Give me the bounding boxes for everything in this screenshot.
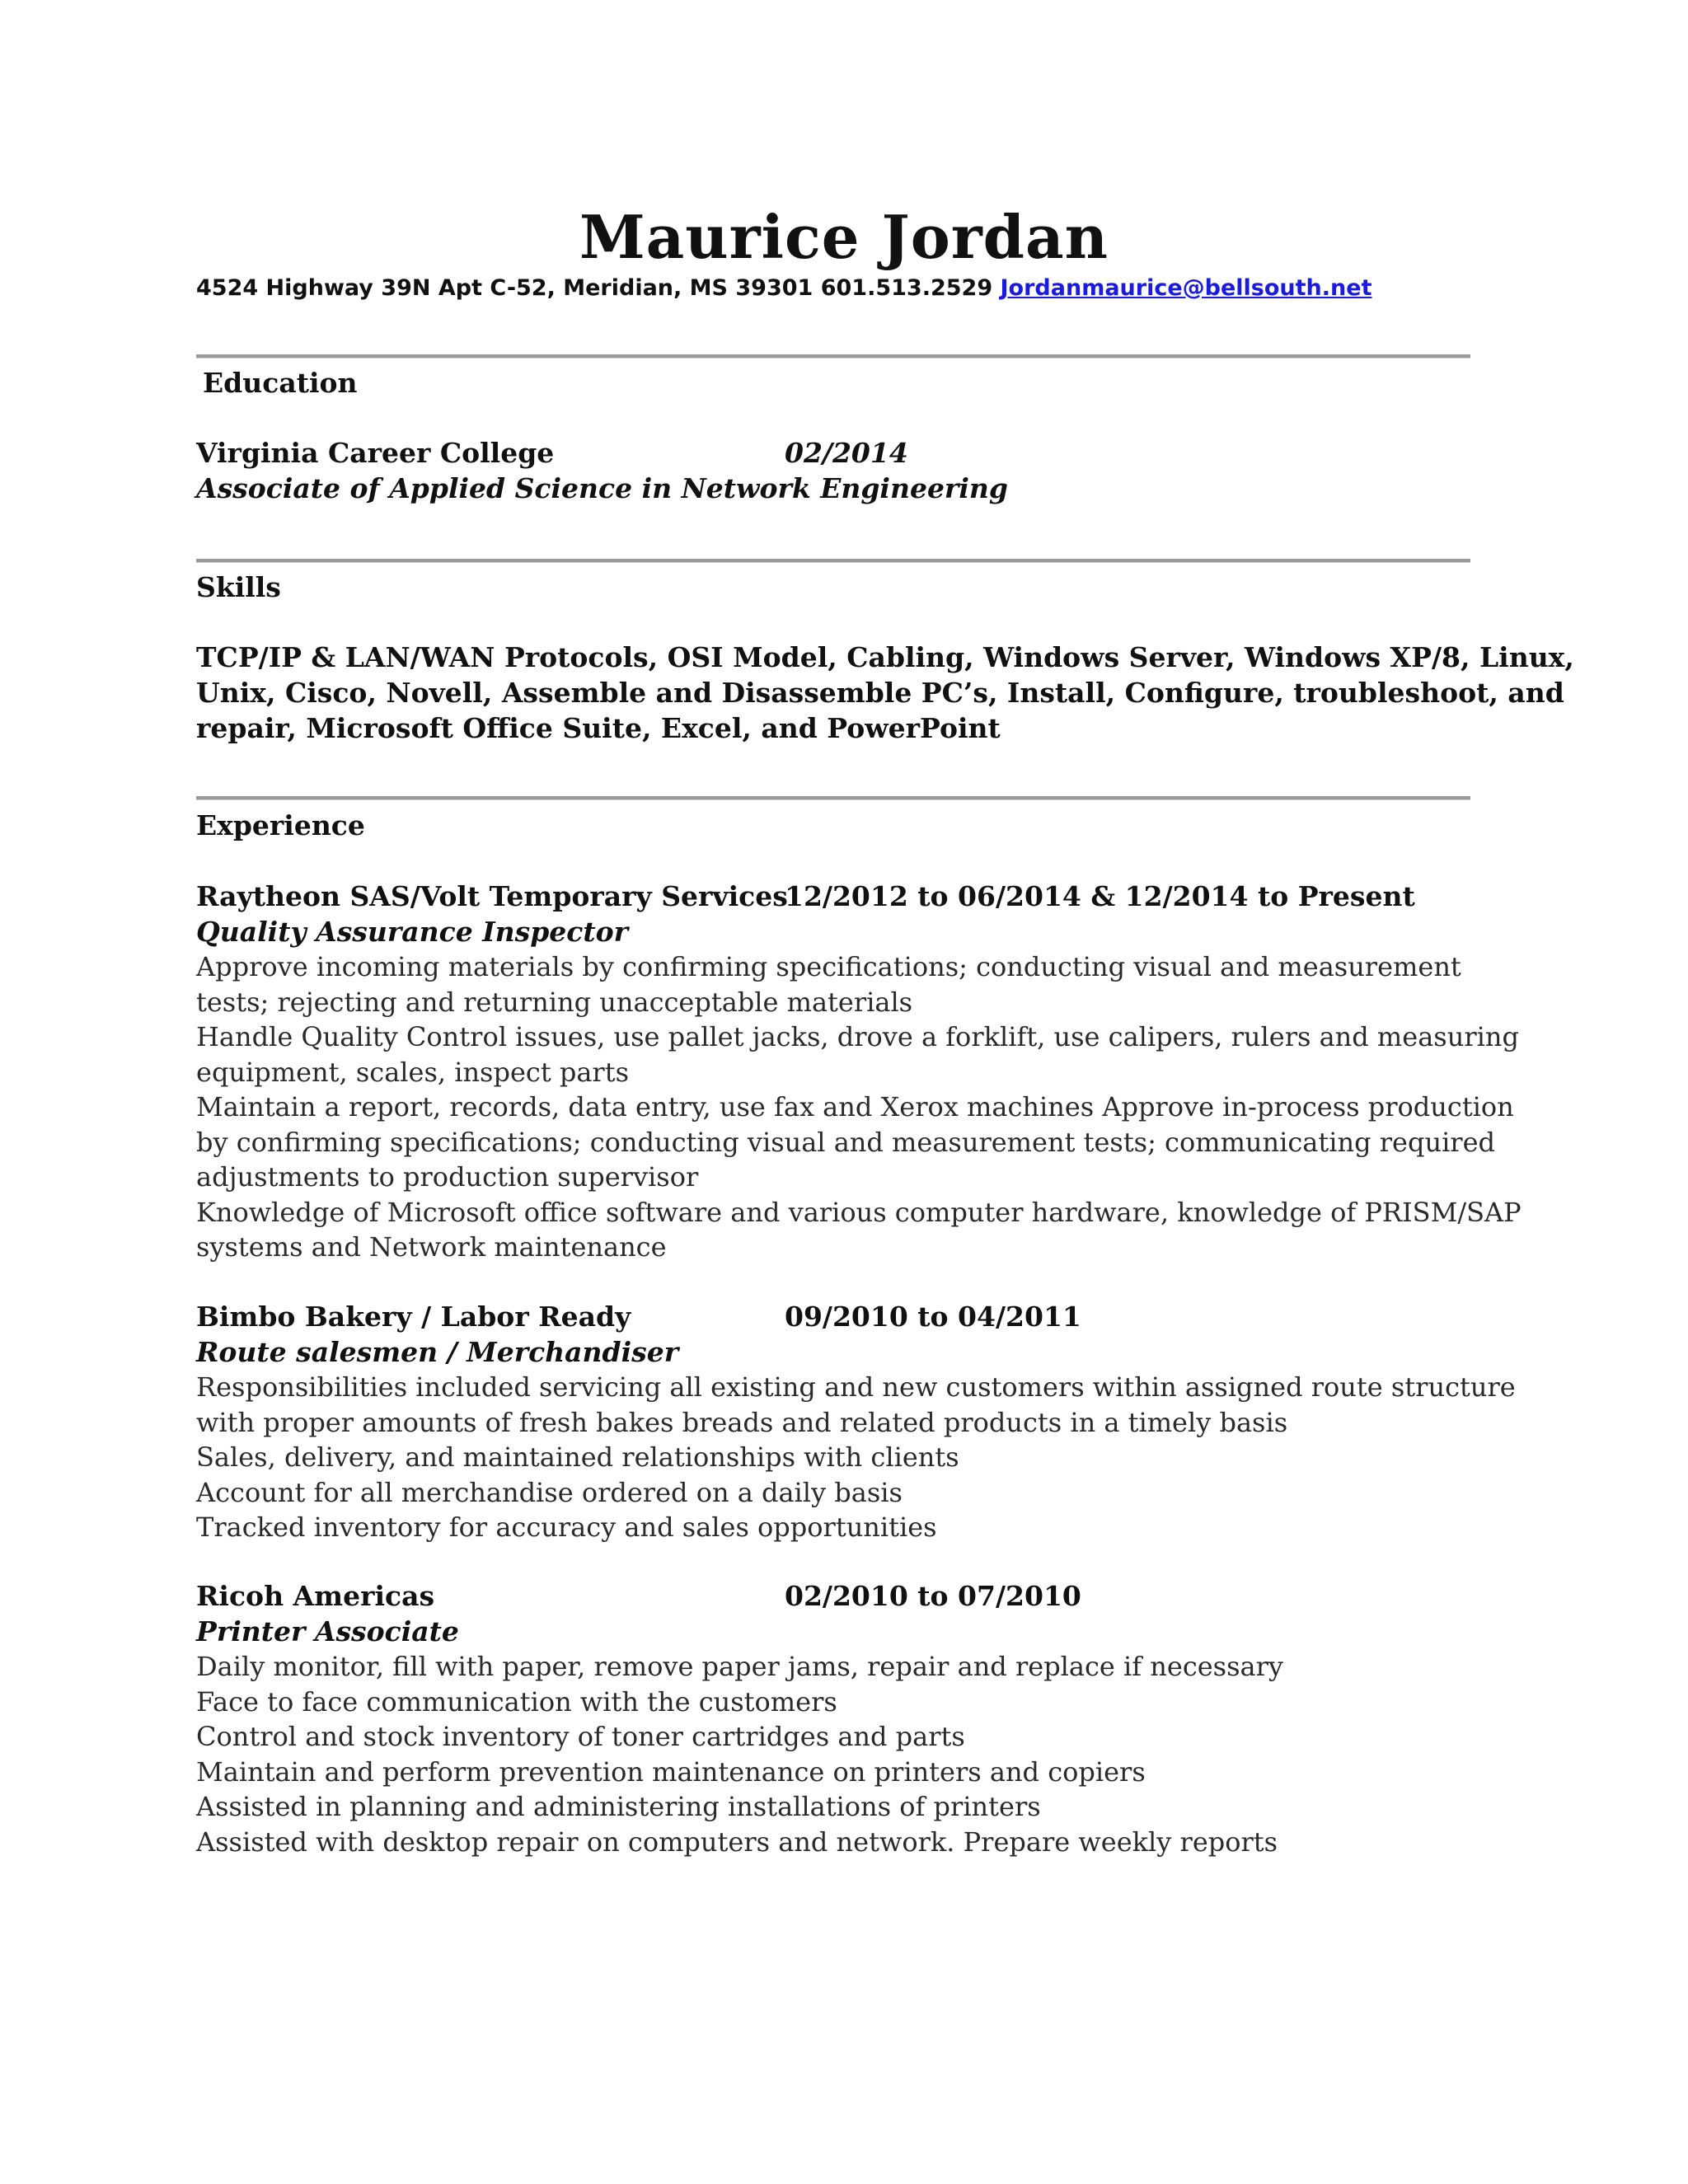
section-divider-education — [196, 354, 1470, 359]
job-description-line: Approve incoming materials by confirming specifications; conducting visual and measurement — [196, 951, 1461, 982]
job-description-line: Responsibilities included servicing all existing and new customers within assigned route structure — [196, 1371, 1516, 1403]
job-description — [196, 949, 1522, 1265]
job-description — [196, 1370, 1516, 1545]
job-description-line: tests; rejecting and returning unacceptable materials — [196, 986, 913, 1018]
skills-heading: Skills — [196, 571, 281, 603]
skills-line: TCP/IP & LAN/WAN Protocols, OSI Model, Cabling, Windows Server, Windows XP/8, Linux, — [196, 641, 1574, 673]
job-dates: 09/2010 to 04/2011 — [785, 1301, 1081, 1333]
job-employer: Raytheon SAS/Volt Temporary Services — [196, 880, 788, 912]
job-description-line: Control and stock inventory of toner cartridges and parts — [196, 1721, 965, 1752]
resume-name: Maurice Jordan — [579, 202, 1109, 272]
job-description-line: Maintain and perform prevention maintenance on printers and copiers — [196, 1755, 1146, 1788]
education-heading: Education — [203, 367, 358, 399]
job-description-line: Sales, delivery, and maintained relationships with clients — [196, 1441, 959, 1473]
job-description-line: Knowledge of Microsoft office software and various computer hardware, knowledge of PRISM/SAP — [196, 1196, 1522, 1228]
job-description-line: adjustments to production supervisor — [196, 1161, 699, 1193]
education-school: Virginia Career College — [196, 437, 555, 469]
job-description-line: Daily monitor, fill with paper, remove paper jams, repair and replace if necessary — [196, 1651, 1283, 1682]
education-date: 02/2014 — [785, 437, 908, 469]
section-divider-experience — [196, 796, 1470, 800]
job-employer: Ricoh Americas — [196, 1580, 435, 1612]
job-description-line: Assisted in planning and administering installations of printers — [196, 1791, 1041, 1822]
job-title: Quality Assurance Inspector — [196, 916, 629, 948]
job-dates: 02/2010 to 07/2010 — [785, 1580, 1081, 1612]
job-description-line: Handle Quality Control issues, use pallet jacks, drove a forklift, use calipers, rulers and measuring — [196, 1021, 1519, 1052]
skills-line: Unix, Cisco, Novell, Assemble and Disassemble PC’s, Install, Configure, troubleshoot, and — [196, 677, 1564, 709]
job-description — [196, 1649, 1498, 1859]
job-description-line: Assisted with desktop repair on computers and network. Prepare weekly reports — [196, 1825, 1278, 1858]
education-degree: Associate of Applied Science in Network Engineering — [196, 472, 1008, 504]
job-description-line: Face to face communication with the customers — [196, 1685, 837, 1718]
job-description-line: by confirming specifications; conducting visual and measurement tests; communicating required — [196, 1126, 1496, 1158]
job-description-line: Account for all merchandise ordered on a daily basis — [196, 1476, 903, 1508]
job-description-line: systems and Network maintenance — [196, 1231, 667, 1263]
skills-line: repair, Microsoft Office Suite, Excel, and PowerPoint — [196, 712, 1001, 744]
job-title: Printer Associate — [196, 1615, 459, 1647]
job-employer: Bimbo Bakery / Labor Ready — [196, 1301, 631, 1333]
job-description-line: Tracked inventory for accuracy and sales opportunities — [196, 1511, 937, 1543]
email-link[interactable]: Jordanmaurice@bellsouth.net — [1000, 275, 1372, 301]
contact-line — [196, 272, 1372, 305]
job-description-line: equipment, scales, inspect parts — [196, 1056, 629, 1088]
job-description-line: with proper amounts of fresh bakes breads and related products in a timely basis — [196, 1406, 1288, 1438]
job-description-line: Maintain a report, records, data entry, use fax and Xerox machines Approve in-process production — [196, 1091, 1514, 1122]
experience-heading: Experience — [196, 809, 365, 841]
skills-list — [196, 640, 1574, 746]
job-title: Route salesmen / Merchandiser — [196, 1336, 679, 1368]
contact-address: 4524 Highway 39N Apt C-52, Meridian, MS 39301 601.513.2529 — [196, 275, 1001, 301]
section-divider-skills — [196, 559, 1470, 563]
job-dates: 12/2012 to 06/2014 & 12/2014 to Present — [785, 880, 1415, 912]
